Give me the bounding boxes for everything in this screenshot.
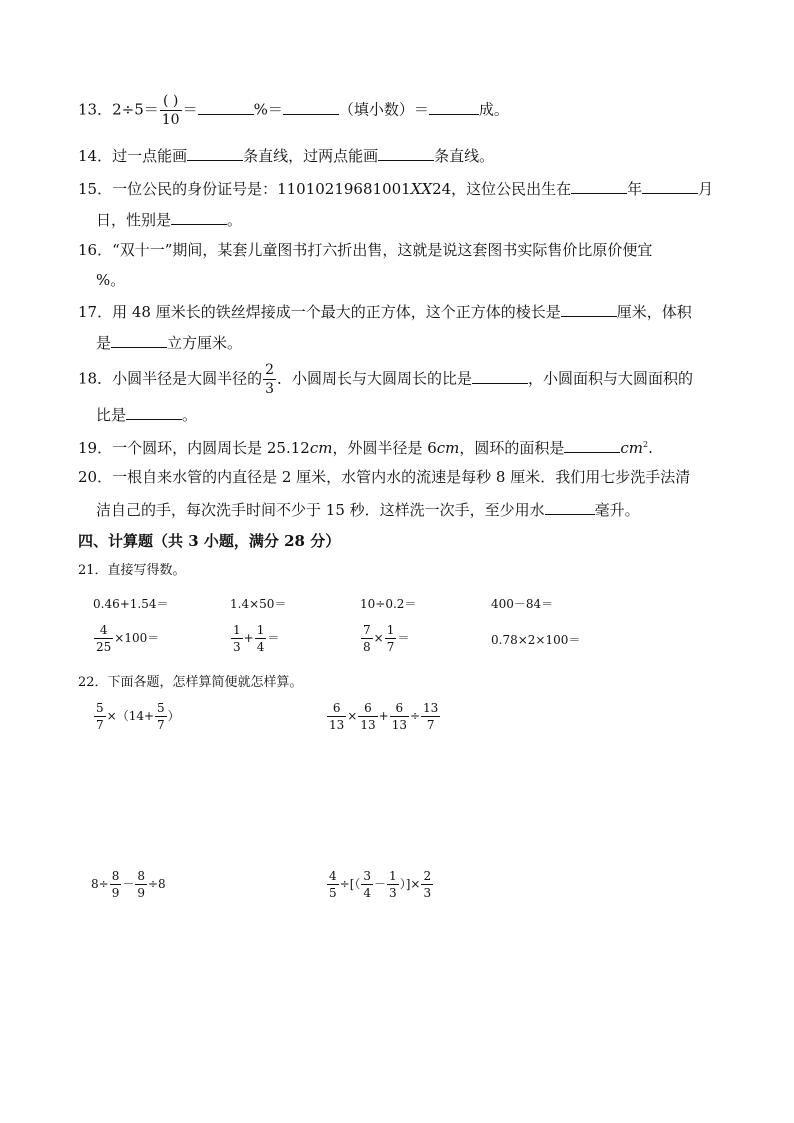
answer-blank[interactable] (171, 208, 227, 225)
answer-blank[interactable] (126, 403, 182, 420)
expression: $\frac{7}{8}$ × $\frac{1}{7}$ ＝ (363, 623, 410, 654)
answer-blank[interactable] (283, 98, 339, 115)
fraction: $\frac{7}{8}$ (363, 623, 371, 654)
question-15: 15．一位公民的身份证号是：11010219681001XX24，这位公民出生在 年 月 (78, 177, 713, 200)
answer-blank[interactable] (111, 331, 167, 348)
answer-blank[interactable] (429, 98, 479, 115)
answer-blank[interactable] (642, 177, 698, 194)
question-18-line2: 比是 。 (96, 403, 197, 426)
fraction: $\frac{1}{7}$ (386, 623, 395, 654)
question-13: 13．2÷5＝ $\frac{( )}{10}$ ＝ %＝ （填小数）＝ 成。 (78, 93, 509, 128)
answer-blank[interactable] (198, 98, 254, 115)
fraction: $\frac{13}{7}$ (423, 701, 439, 732)
question-15-line2: 日，性别是 。 (96, 208, 242, 231)
fraction: $\frac{5}{7}$ (96, 701, 104, 732)
answer-blank[interactable] (187, 144, 243, 161)
expression: $\frac{6}{13}$ × $\frac{6}{13}$ + $\frac{6}{13}$ ÷ $\frac{13}{7}$ (329, 701, 439, 732)
question-16-line2: %。 (96, 271, 126, 289)
question-18: 18．小圆半径是大圆半径的 $\frac{2}{3}$ ．小圆周长与大圆周长的比是 ，小圆面积与大圆面积的 (78, 362, 694, 397)
expression: $\frac{4}{5}$ ÷[（ $\frac{3}{4}$ － $\frac{1}{3}$ ）]× $\frac{2}{3}$ (329, 869, 432, 900)
question-20: 20．一根自来水管的内直径是 2 厘米，水管内水的流速是每秒 8 厘米．我们用七步洗手法清 (78, 468, 691, 486)
expression: 400－84＝ (491, 597, 554, 611)
answer-blank[interactable] (545, 498, 595, 515)
fraction: $\frac{4}{5}$ (329, 869, 337, 900)
fraction: $\frac{8}{9}$ (137, 869, 145, 900)
section-heading: 四、计算题（共 3 小题，满分 28 分） (78, 532, 341, 550)
expression: $\frac{5}{7}$ ×（14+ $\frac{5}{7}$ ） (96, 701, 180, 732)
fraction: $\frac{1}{4}$ (256, 623, 265, 654)
expression: 8÷ $\frac{8}{9}$ － $\frac{8}{9}$ ÷8 (91, 869, 166, 900)
expression: $\frac{4}{25}$ ×100＝ (96, 623, 160, 654)
fraction: $\frac{2}{3}$ (423, 869, 432, 900)
answer-blank[interactable] (472, 367, 528, 384)
expression: 1.4×50＝ (230, 597, 287, 611)
answer-blank[interactable] (564, 436, 620, 453)
question-22-title: 22．下面各题，怎样算简便就怎样算。 (78, 675, 303, 690)
answer-blank[interactable] (561, 300, 617, 317)
question-17: 17．用 48 厘米长的铁丝焊接成一个最大的正方体，这个正方体的棱长是 厘米，体积 (78, 300, 692, 323)
expression: $\frac{1}{3}$ + $\frac{1}{4}$ ＝ (233, 623, 280, 654)
question-17-line2: 是 立方厘米。 (96, 331, 242, 354)
fraction: $\frac{6}{13}$ (329, 701, 345, 732)
fraction: $\frac{1}{3}$ (389, 869, 397, 900)
fraction: $\frac{6}{13}$ (360, 701, 376, 732)
fraction: $\frac{3}{4}$ (363, 869, 372, 900)
expression: 0.78×2×100＝ (491, 633, 581, 647)
fraction: $\frac{6}{13}$ (391, 701, 407, 732)
fraction: $\frac{( )}{10}$ (161, 93, 180, 128)
fraction: $\frac{2}{3}$ (265, 362, 275, 397)
fraction: $\frac{4}{25}$ (96, 623, 112, 654)
answer-blank[interactable] (571, 177, 627, 194)
question-16: 16．“双十一”期间，某套儿童图书打六折出售，这就是说这套图书实际售价比原价便宜 (78, 241, 653, 259)
answer-blank[interactable] (378, 144, 434, 161)
expression: 0.46+1.54＝ (93, 597, 169, 611)
fraction: $\frac{1}{3}$ (233, 623, 241, 654)
fraction: $\frac{8}{9}$ (111, 869, 120, 900)
question-21-title: 21．直接写得数。 (78, 563, 186, 578)
fraction: $\frac{5}{7}$ (157, 701, 165, 732)
question-14: 14．过一点能画 条直线，过两点能画 条直线。 (78, 144, 494, 167)
question-19: 19．一个圆环，内圆周长是 25.12cm，外圆半径是 6cm，圆环的面积是 $cm^2$. (78, 434, 653, 459)
expression: 10÷0.2＝ (360, 597, 417, 611)
question-20-line2: 洁自己的手，每次洗手时间不少于 15 秒．这样洗一次手，至少用水 毫升。 (96, 498, 640, 521)
